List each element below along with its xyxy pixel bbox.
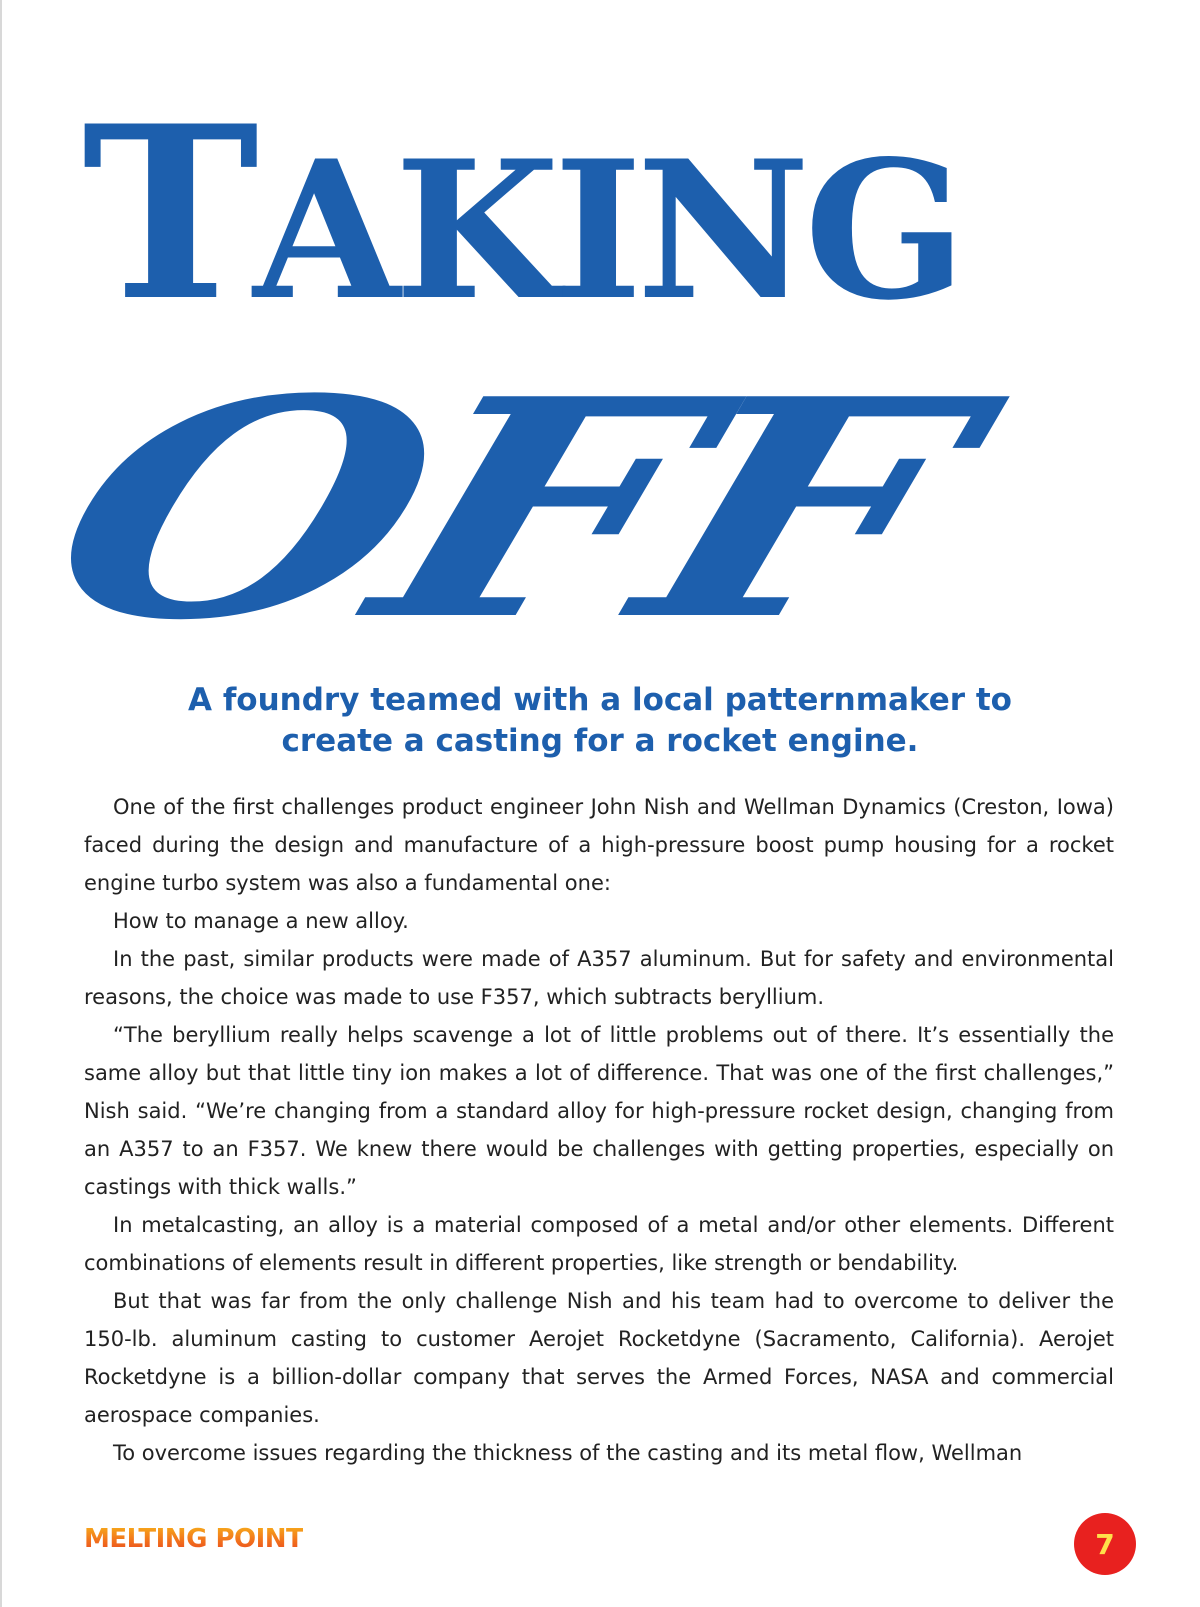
body-paragraph: How to manage a new alloy. — [113, 909, 409, 933]
page-number-badge: 7 — [1074, 1513, 1136, 1575]
body-paragraph: To overcome issues regarding the thickness of the casting and its metal flow, Wellman — [113, 1441, 1023, 1465]
footer-publication-name: MELTING POINT — [84, 1524, 304, 1554]
body-paragraph: But that was far from the only challenge Nish and his team had to overcome to deliver the 150-lb. aluminum casting to customer Aerojet Rocketdyne (Sacramento, California). Aerojet Rocketdyne is a billion-dollar company that serves the Armed Forces, NASA and commercial aerospace companies. — [84, 1289, 1114, 1427]
article-subtitle — [100, 680, 1100, 762]
subtitle-line-2: create a casting for a rocket engine. — [281, 723, 919, 759]
body-paragraph: In the past, similar products were made of A357 aluminum. But for safety and environmental reasons, the choice was made to use F357, which subtracts beryllium. — [84, 947, 1114, 1009]
title-initial: T — [82, 100, 254, 330]
article-body — [84, 788, 1114, 1472]
body-paragraph: In metalcasting, an alloy is a material composed of a metal and/or other elements. Different combinations of elements result in different properties, like strength or bendability. — [84, 1213, 1114, 1275]
article-title-taking — [82, 100, 1122, 330]
body-paragraph: One of the first challenges product engineer John Nish and Wellman Dynamics (Creston, Iowa) faced during the design and manufacture of a high-pressure boost pump housing for a rocket engine turbo system was also a fundamental one: — [84, 795, 1114, 895]
body-paragraph: “The beryllium really helps scavenge a lot of little problems out of there. It’s essentially the same alloy but that little tiny ion makes a lot of difference. That was one of the first challenges,” Nish said. “We’re changing from a standard alloy for high-pressure rocket design, changing from an A357 to an F357. We knew there would be challenges with getting properties, especially on castings with thick walls.” — [84, 1023, 1114, 1199]
title-smallcaps: AKING — [253, 119, 961, 330]
subtitle-line-1: A foundry teamed with a local patternmaker to — [188, 682, 1012, 718]
page-edge — [0, 0, 2, 1607]
article-title-off: OFF — [12, 333, 983, 686]
